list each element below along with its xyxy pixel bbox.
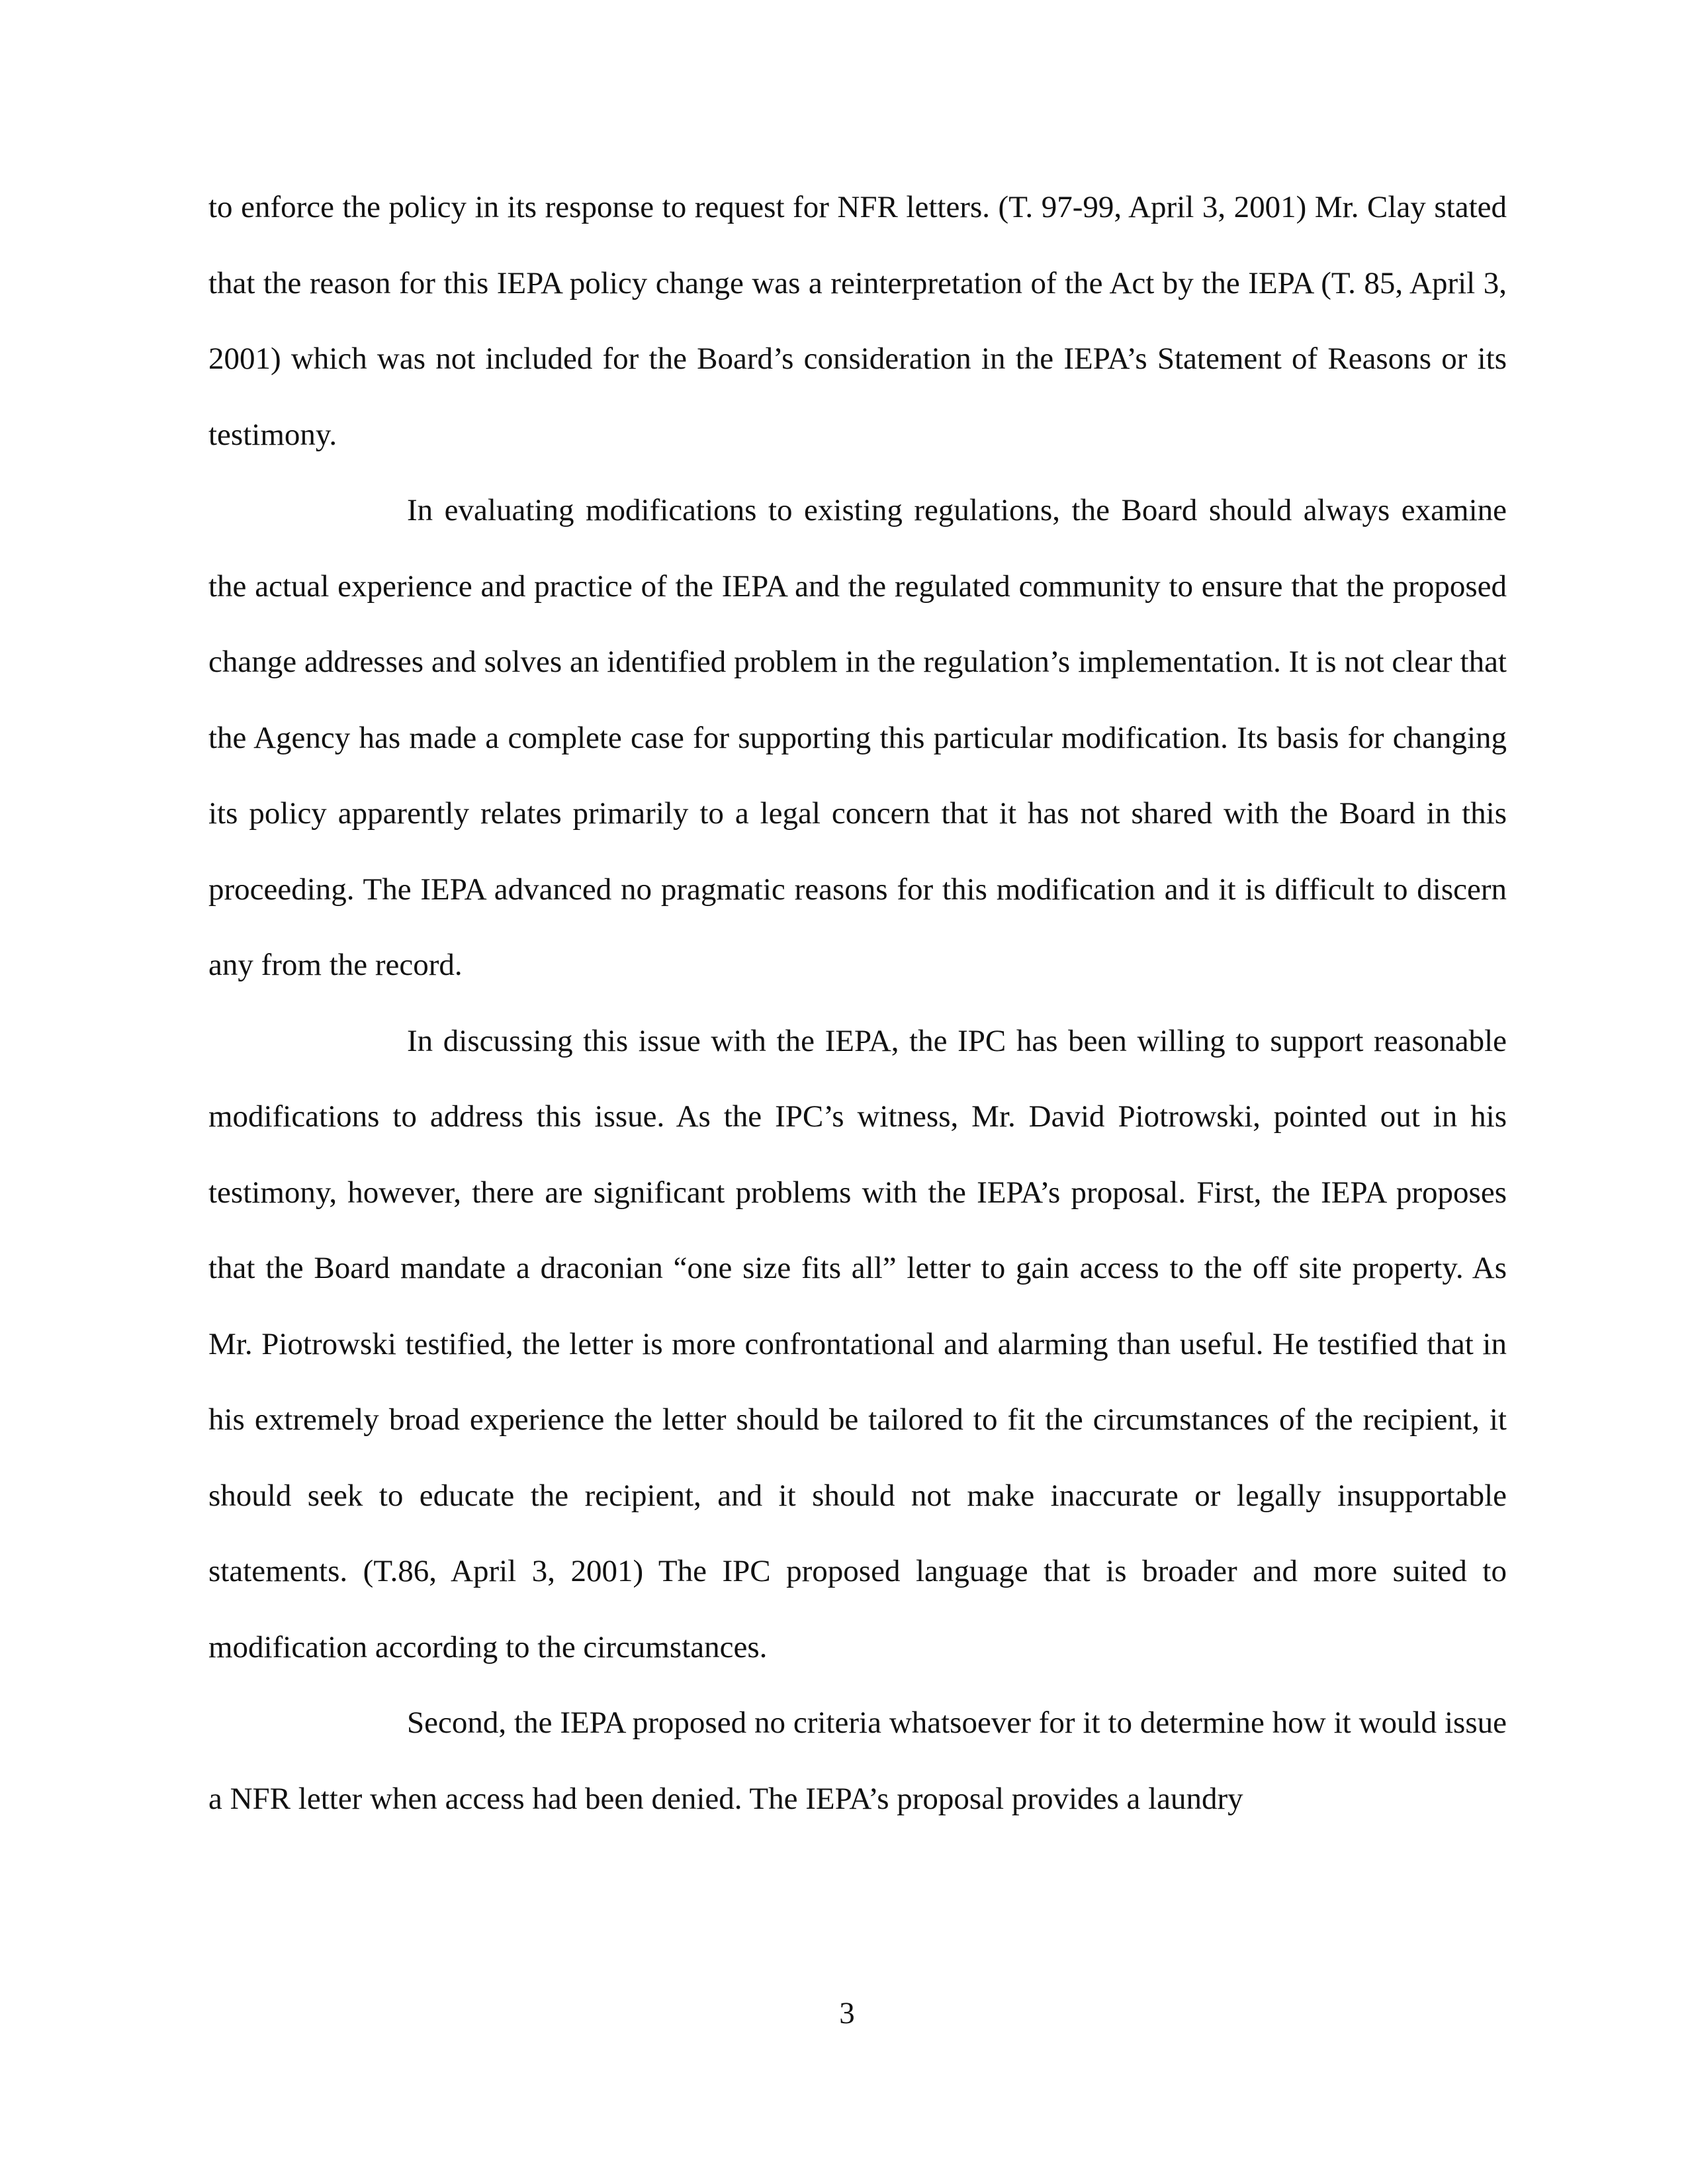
paragraph-second-criteria: Second, the IEPA proposed no criteria whatsoever for it to determine how it would issue a NFR letter when access had been denied. The IEPA’s proposal provides a laundry <box>208 1706 1507 1816</box>
paragraph-continuation: to enforce the policy in its response to request for NFR letters. (T. 97-99, April 3, 2001) Mr. Clay stated that the reason for this IEPA policy change was a reinterpretation of the Act by the IEPA (T. 85, April 3, 2001) which was not included for the Board’s consideration in the IEPA’s Statement of Reasons or its testimony. <box>208 190 1507 452</box>
paragraph-discussing-issue: In discussing this issue with the IEPA, the IPC has been willing to support reasonable modifications to address this issue. As the IPC’s witness, Mr. David Piotrowski, pointed out in his testimony, however, there are significant problems with the IEPA’s proposal. First, the IEPA proposes that the Board mandate a draconian “one size fits all” letter to gain access to the off site property. As Mr. Piotrowski testified, the letter is more confrontational and alarming than useful. He testified that in his extremely broad experience the letter should be tailored to fit the circumstances of the recipient, it should seek to educate the recipient, and it should not make inaccurate or legally insupportable statements. (T.86, April 3, 2001) The IPC proposed language that is broader and more suited to modification according to the circumstances. <box>208 1023 1507 1664</box>
paragraph-evaluating-modifications: In evaluating modifications to existing regulations, the Board should always examine the actual experience and practice of the IEPA and the regulated community to ensure that the proposed change addresses and solves an identified problem in the regulation’s implementation. It is not clear that the Agency has made a complete case for supporting this particular modification. Its basis for changing its policy apparently relates primarily to a legal concern that it has not shared with the Board in this proceeding. The IEPA advanced no pragmatic reasons for this modification and it is difficult to discern any from the record. <box>208 493 1507 982</box>
page-number: 3 <box>839 1996 855 2030</box>
body-text <box>208 169 1507 1837</box>
